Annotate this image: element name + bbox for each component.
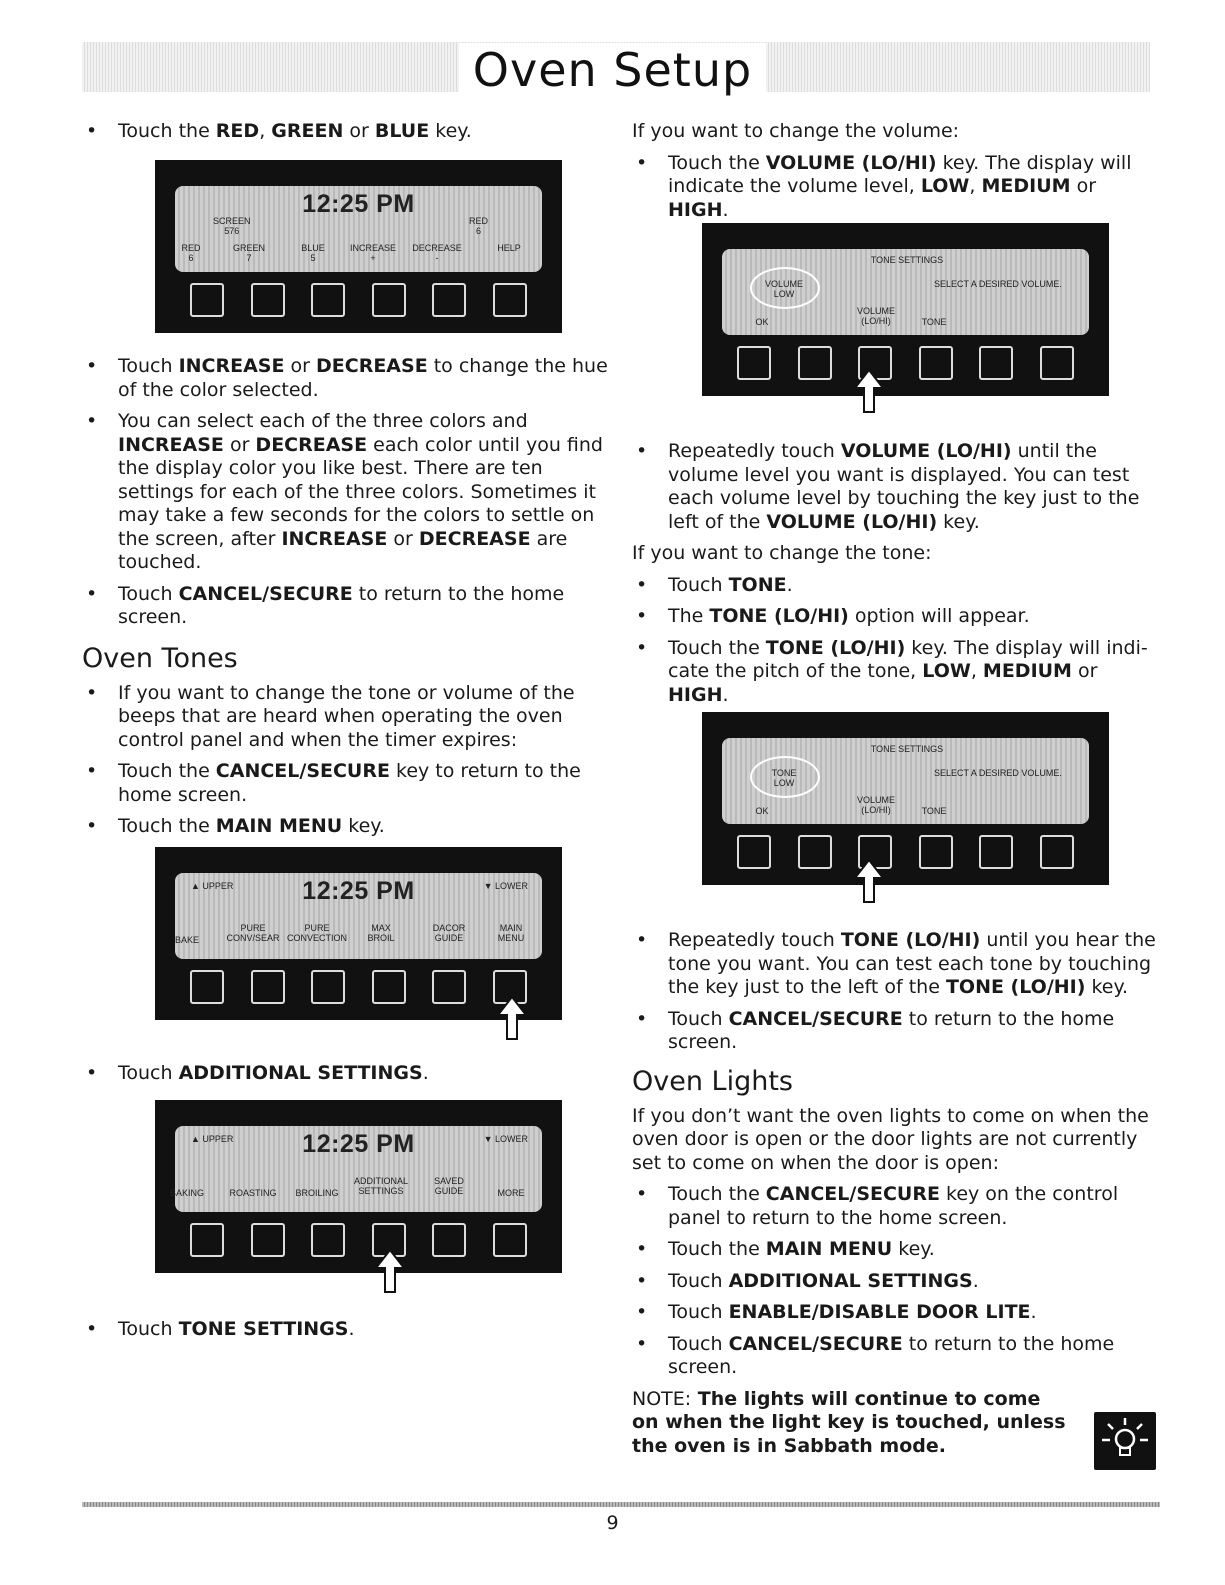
bullet-touch-tone: • Touch TONE. [632, 574, 1162, 598]
bullet-cancel-secure-3: • Touch CANCEL/SECURE to return to the home screen. [632, 1008, 1162, 1055]
bullet-repeat-tone: • Repeatedly touch TONE (LO/HI) until you hear the tone you want. You can test each tone by touching the key just to the left of the TONE (LO/HI) key. [632, 929, 1162, 1000]
lcd-upper: ▲ UPPER [191, 881, 234, 891]
lcd-heading: TONE SETTINGS [870, 744, 944, 754]
bullet-increase-decrease: • Touch INCREASE or DECREASE to change the hue of the color selected. [82, 355, 617, 402]
left-column-3 [82, 1062, 617, 1094]
soft-key-2[interactable] [251, 1223, 285, 1257]
soft-key-5[interactable] [979, 346, 1013, 380]
bullet-main-menu-2: • Touch the MAIN MENU key. [632, 1238, 1162, 1262]
left-column [82, 120, 612, 152]
lcd-screen-label: SCREEN 576 [213, 216, 251, 236]
up-arrow-icon [852, 368, 886, 416]
lcd-lower: ▼ LOWER [483, 881, 528, 891]
soft-key-3[interactable] [311, 1223, 345, 1257]
soft-key-1[interactable] [190, 1223, 224, 1257]
lcd-screen [722, 249, 1089, 335]
bullet-additional-settings: • Touch ADDITIONAL SETTINGS. [82, 1062, 617, 1086]
soft-key-5[interactable] [979, 835, 1013, 869]
bullet-additional-settings-2: • Touch ADDITIONAL SETTINGS. [632, 1270, 1162, 1294]
bullet-tone-settings: • Touch TONE SETTINGS. [82, 1318, 617, 1342]
soft-key-2[interactable] [251, 283, 285, 317]
soft-keys [702, 342, 1109, 382]
lcd-time: 12:25 PM [302, 190, 415, 218]
lcd-prompt: SELECT A DESIRED VOLUME. [934, 768, 1062, 778]
light-bulb-icon [1094, 1412, 1156, 1470]
para-change-tone: If you want to change the tone: [632, 542, 932, 564]
lcd-lower: ▼ LOWER [483, 1134, 528, 1144]
soft-keys [155, 1219, 562, 1259]
soft-key-6[interactable] [493, 1223, 527, 1257]
right-column [632, 120, 1162, 230]
heading-oven-tones: Oven Tones [82, 642, 238, 674]
soft-key-6[interactable] [1040, 835, 1074, 869]
para-lights-intro: If you don’t want the oven lights to come on when the oven door is open or the door lights are not currently set to come on when the door is open: [632, 1104, 1149, 1174]
bullet-tone-intro: • If you want to change the tone or volume of the beeps that are heard when operating the oven control panel and when the timer expires: [82, 682, 617, 753]
lcd-upper: ▲ UPPER [191, 1134, 234, 1144]
lcd-menu-label: MORE [497, 1188, 525, 1198]
note-text: NOTE: The lights will continue to come on when the light key is touched, unless the oven is in Sabbath mode. [632, 1387, 1066, 1457]
lcd-label-green: GREEN 7 [232, 243, 265, 263]
soft-key-1[interactable] [737, 835, 771, 869]
right-column-2 [632, 440, 1162, 715]
lcd-label-help: HELP [497, 243, 521, 253]
soft-keys [702, 831, 1109, 871]
up-arrow-icon [495, 995, 529, 1043]
lcd-selected: VOLUME LOW [764, 279, 803, 299]
lcd-screen [175, 873, 542, 959]
lcd-ok: OK [755, 806, 769, 816]
soft-key-4[interactable] [372, 283, 406, 317]
lcd-menu-label: MAX BROIL [367, 923, 395, 943]
soft-key-4[interactable] [919, 346, 953, 380]
lcd-heading: TONE SETTINGS [870, 255, 944, 265]
soft-keys [155, 279, 562, 319]
lcd-panel-additional [155, 1100, 562, 1273]
bullet-cancel-control-panel: • Touch the CANCEL/SECURE key on the control panel to return to the home screen. [632, 1183, 1162, 1230]
bullet-select-colors: • You can select each of the three colors and INCREASE or DECREASE each color until you find the display color you like best. There are ten settings for each of the three colors. Sometimes it may take a few seconds for the colors to settle on the screen, after INCREASE or DECREASE are touched. [82, 410, 617, 575]
bullet-volume-key: • Touch the VOLUME (LO/HI) key. The display will indicate the volume level, LOW, MEDIUM or HIGH. [632, 152, 1162, 223]
bullet-repeat-volume: • Repeatedly touch VOLUME (LO/HI) until the volume level you want is displayed. You can test each volume level by touching the key just to the left of the VOLUME (LO/HI) key. [632, 440, 1162, 534]
bullet-tone-key: • Touch the TONE (LO/HI) key. The display will indi-cate the pitch of the tone, LOW, MEDIUM or HIGH. [632, 637, 1162, 708]
lcd-menu-label: BAKING [169, 1188, 204, 1198]
soft-key-1[interactable] [190, 970, 224, 1004]
lcd-menu-label: ADDITIONAL SETTINGS [353, 1176, 408, 1196]
lcd-label-red: RED 6 [181, 243, 201, 263]
lcd-label-increase: INCREASE + [349, 243, 396, 263]
soft-key-6[interactable] [493, 283, 527, 317]
lcd-menu-label: BROILING [295, 1188, 339, 1198]
lcd-screen [722, 738, 1089, 824]
soft-key-5[interactable] [432, 1223, 466, 1257]
soft-key-4[interactable] [919, 835, 953, 869]
lcd-volume-lohi: VOLUME (LO/HI) [856, 306, 895, 326]
lcd-ok: OK [755, 317, 769, 327]
page-title: Oven Setup [0, 42, 1225, 98]
lcd-menu-label: PURE CONV/SEAR [226, 923, 280, 943]
lcd-prompt: SELECT A DESIRED VOLUME. [934, 279, 1062, 289]
bullet-tone-option: • The TONE (LO/HI) option will appear. [632, 605, 1162, 629]
lcd-menu-label: BAKE [174, 935, 199, 945]
lcd-label-decrease: DECREASE - [412, 243, 462, 263]
soft-key-6[interactable] [1040, 346, 1074, 380]
heading-oven-lights: Oven Lights [632, 1065, 793, 1097]
lcd-time: 12:25 PM [302, 877, 415, 905]
lcd-tone: TONE [921, 806, 947, 816]
soft-key-1[interactable] [190, 283, 224, 317]
lcd-menu-label: DACOR GUIDE [432, 923, 466, 943]
bullet-door-lite: • Touch ENABLE/DISABLE DOOR LITE. [632, 1301, 1162, 1325]
soft-key-2[interactable] [798, 835, 832, 869]
lcd-menu-label: ROASTING [229, 1188, 277, 1198]
lcd-panel-volume [702, 223, 1109, 396]
bullet-cancel-secure-2: • Touch the CANCEL/SECURE key to return to the home screen. [82, 760, 617, 807]
lcd-time: 12:25 PM [302, 1130, 415, 1158]
soft-key-3[interactable] [311, 283, 345, 317]
soft-key-4[interactable] [372, 970, 406, 1004]
left-column-2 [82, 355, 617, 847]
lcd-panel-color [155, 160, 562, 333]
soft-key-2[interactable] [251, 970, 285, 1004]
bullet-cancel-secure: • Touch CANCEL/SECURE to return to the home screen. [82, 583, 617, 630]
lcd-menu-label: SAVED GUIDE [434, 1176, 464, 1196]
right-column-3 [632, 929, 1162, 1466]
footer-rule [82, 1502, 1160, 1507]
lcd-menu-label: PURE CONVECTION [287, 923, 348, 943]
lcd-tone: TONE [921, 317, 947, 327]
page-number: 9 [606, 1512, 619, 1534]
lcd-menu-label: MAIN MENU [497, 923, 525, 943]
lcd-red-top: RED 6 [469, 216, 489, 236]
lcd-label-blue: BLUE 5 [301, 243, 325, 263]
up-arrow-icon [373, 1248, 407, 1296]
bullet-cancel-secure-4: • Touch CANCEL/SECURE to return to the home screen. [632, 1333, 1162, 1380]
soft-key-2[interactable] [798, 346, 832, 380]
para-change-volume: If you want to change the volume: [632, 120, 960, 142]
bullet-main-menu: • Touch the MAIN MENU key. [82, 815, 617, 839]
soft-key-5[interactable] [432, 283, 466, 317]
left-column-4 [82, 1318, 617, 1350]
lcd-volume-lohi: VOLUME (LO/HI) [856, 795, 895, 815]
soft-key-1[interactable] [737, 346, 771, 380]
soft-key-5[interactable] [432, 970, 466, 1004]
lcd-selected: TONE LOW [771, 768, 797, 788]
lcd-screen [175, 186, 542, 272]
up-arrow-icon [852, 858, 886, 906]
lcd-panel-tone [702, 712, 1109, 885]
lcd-screen [169, 1126, 542, 1212]
bullet-touch-rgb: • Touch the RED, GREEN or BLUE key. [82, 120, 612, 144]
soft-key-3[interactable] [311, 970, 345, 1004]
